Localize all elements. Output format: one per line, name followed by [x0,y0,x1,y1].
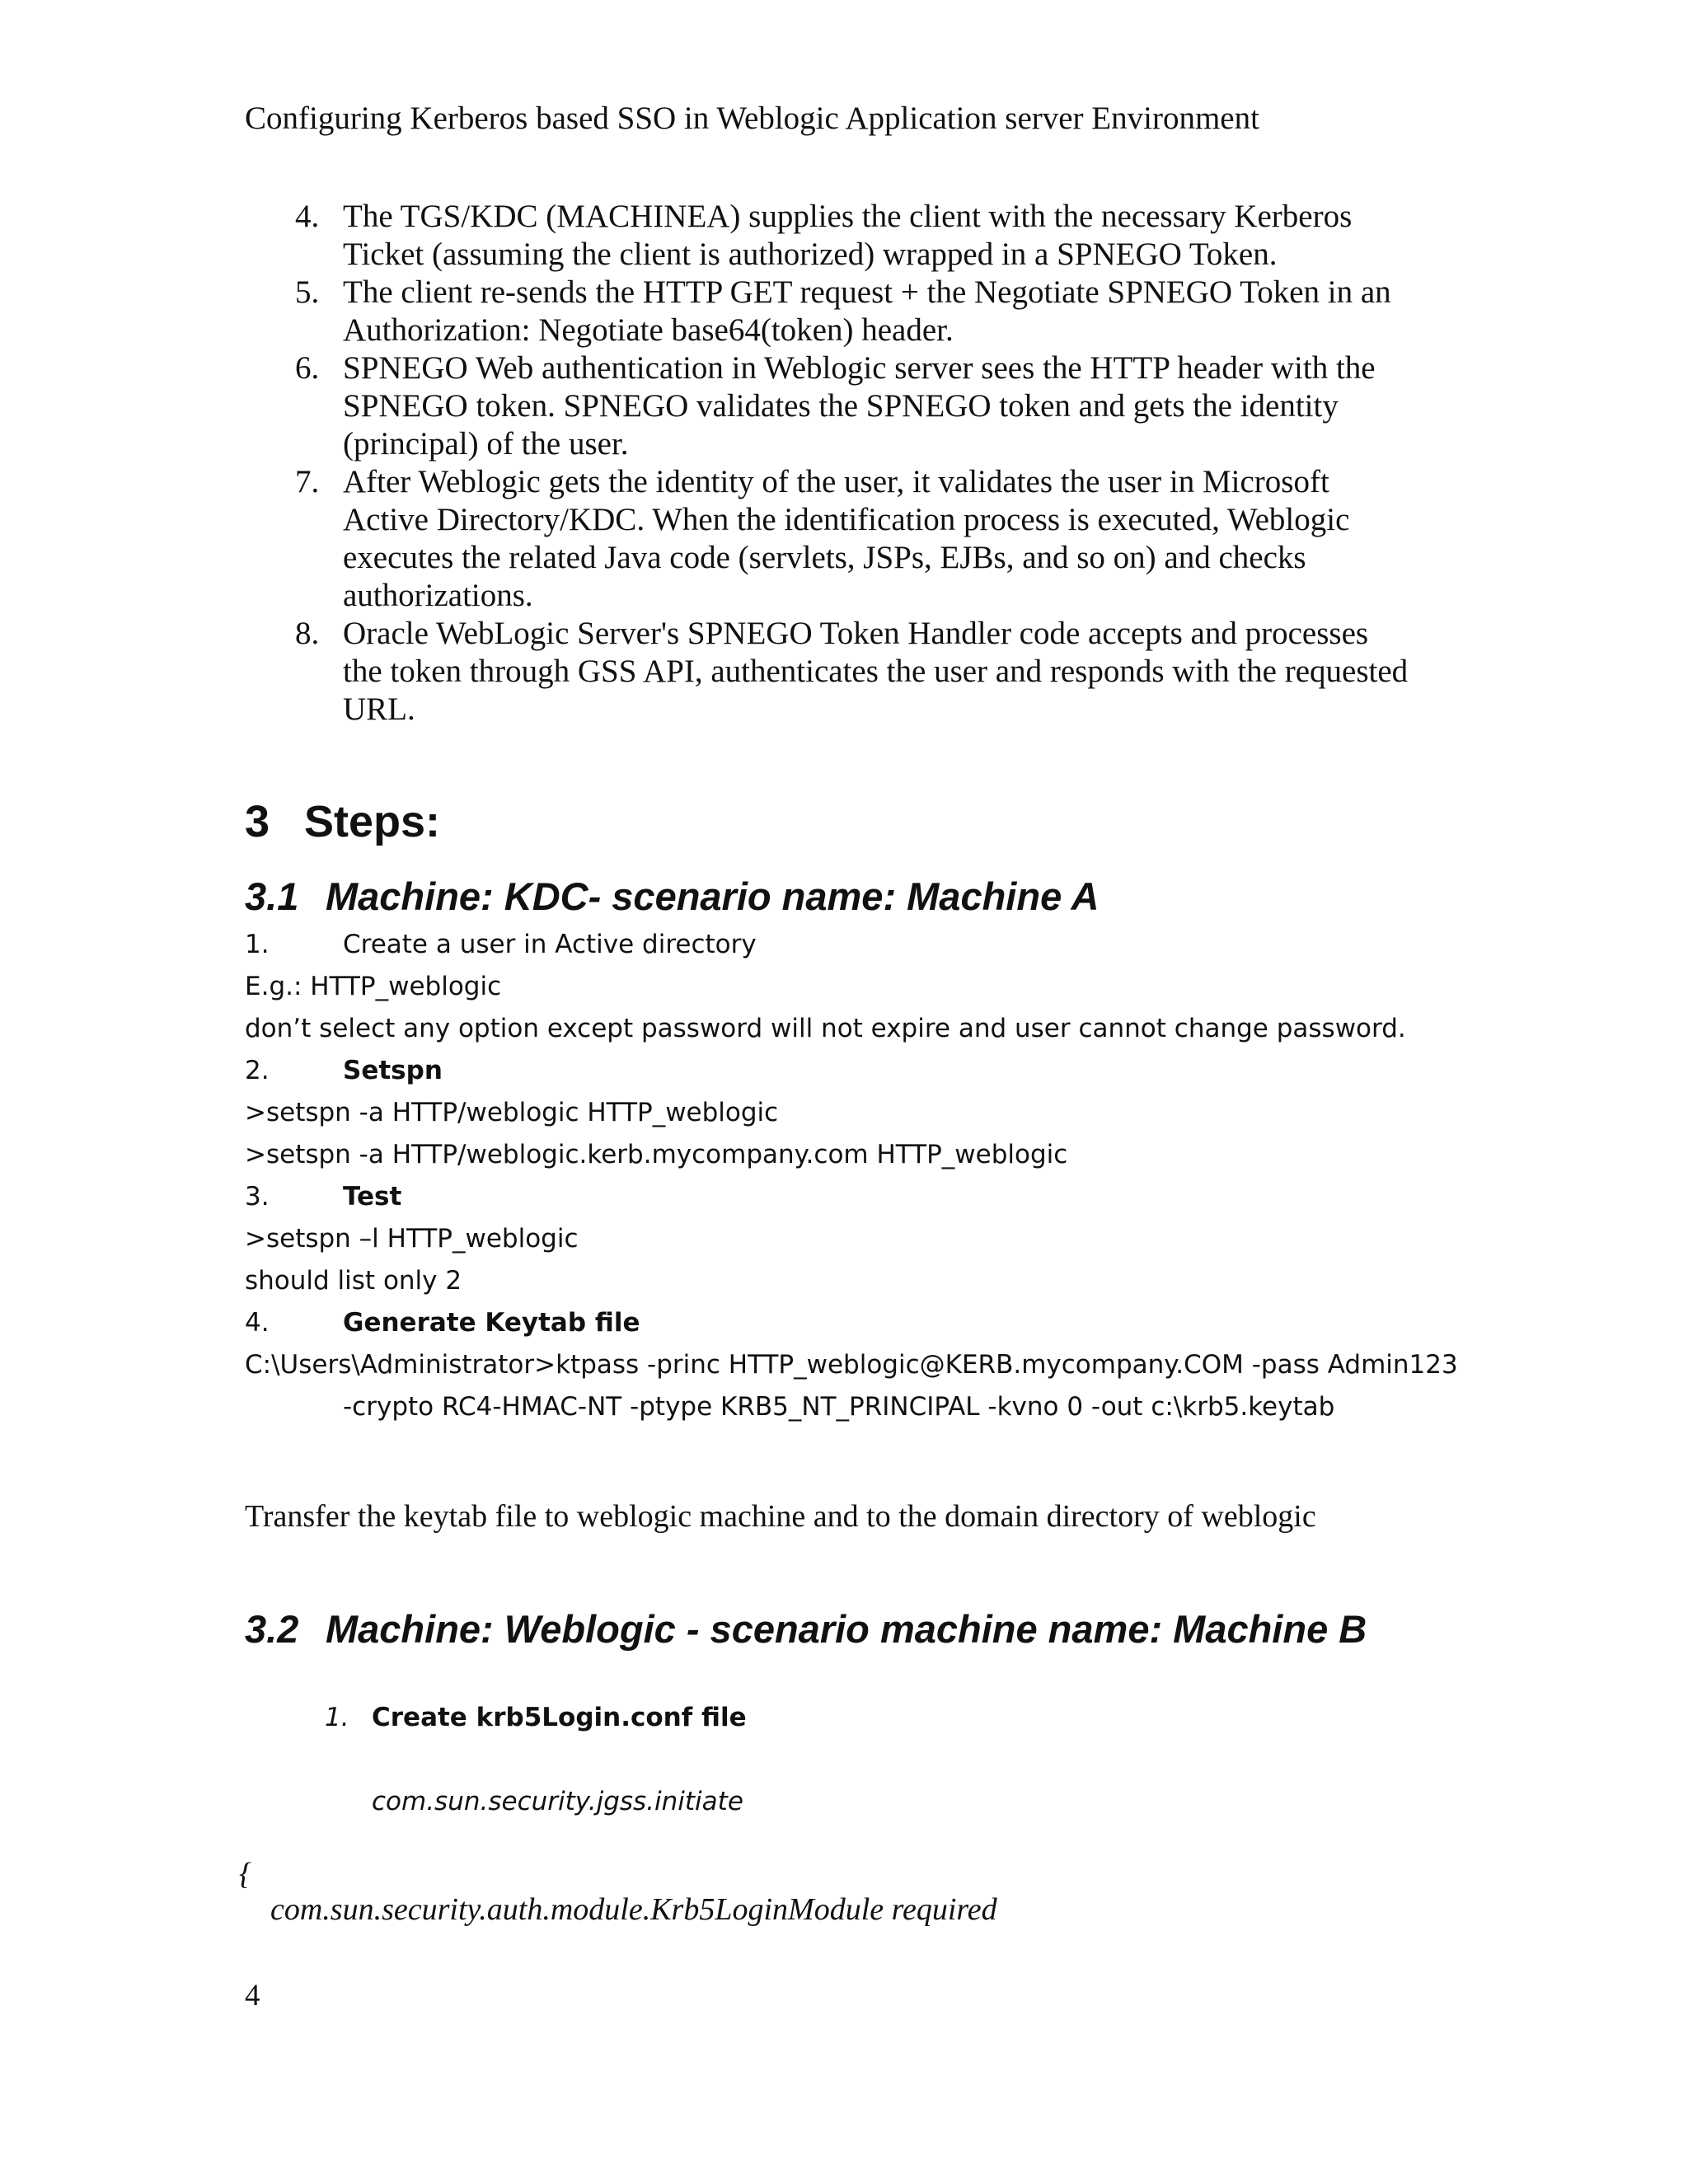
subsection-number: 3.1 [245,874,299,918]
section-title: Steps: [304,797,441,846]
step-1-label: Create a user in Active directory [343,930,757,959]
login-module-line: com.sun.security.auth.module.Krb5LoginModule required [270,1892,997,1927]
flow-step-text [343,274,1447,349]
subsection-number: 3.2 [245,1607,299,1651]
subsection-heading-machine-a [245,874,1099,920]
page-header: Configuring Kerberos based SSO in Weblogic Application server Environment [245,101,1259,136]
transfer-instruction: Transfer the keytab file to weblogic machine and to the domain directory of weblogic [245,1499,1316,1534]
flow-step-line: SPNEGO Web authentication in Weblogic server sees the HTTP header with the [343,350,1376,386]
step-3-label: Test [343,1182,402,1212]
flow-step-line: Oracle WebLogic Server's SPNEGO Token Handler code accepts and processes [343,616,1369,651]
section-number: 3 [245,797,270,846]
flow-step-line: authorizations. [343,578,533,613]
flow-step-text [343,463,1447,615]
flow-step-item [0,615,1688,729]
ktpass-command-line-1: C:\Users\Administrator>ktpass -princ HTTP_weblogic@KERB.mycompany.COM -pass Admin123 [245,1350,1458,1380]
flow-step-line: Active Directory/KDC. When the identification process is executed, Weblogic [343,502,1350,537]
flow-step-item [0,198,1688,274]
flow-step-number: 6. [295,350,320,386]
setspn-list-command: >setspn –l HTTP_weblogic [245,1224,579,1254]
flow-step-line: After Weblogic gets the identity of the user, it validates the user in Microsoft [343,464,1329,499]
conf-entry-name: com.sun.security.jgss.initiate [372,1787,743,1816]
flow-step-number: 7. [295,464,320,499]
flow-step-number: 5. [295,274,320,310]
flow-step-line: SPNEGO token. SPNEGO validates the SPNEGO token and gets the identity [343,388,1339,424]
machine-b-step-1-number: 1. [325,1703,349,1732]
should-list-text: should list only 2 [245,1266,462,1296]
subsection-title: Machine: Weblogic - scenario machine name: Machine B [326,1607,1367,1651]
flow-step-number: 4. [295,199,320,234]
flow-step-item [0,349,1688,463]
opening-brace: { [239,1857,252,1891]
step-4-label: Generate Keytab file [343,1308,640,1338]
step-1-number: 1. [245,930,270,959]
flow-step-line: URL. [343,691,415,727]
flow-step-item [0,274,1688,349]
flow-step-line: The client re-sends the HTTP GET request + the Negotiate SPNEGO Token in an [343,274,1391,310]
flow-step-line: Authorization: Negotiate base64(token) header. [343,312,954,348]
flow-step-text [343,615,1447,729]
setspn-command-1: >setspn -a HTTP/weblogic HTTP_weblogic [245,1098,779,1127]
flow-step-number: 8. [295,616,320,651]
subsection-title: Machine: KDC- scenario name: Machine A [326,874,1100,918]
flow-step-item [0,463,1688,615]
flow-step-line: (principal) of the user. [343,426,629,462]
step-2-number: 2. [245,1056,270,1085]
flow-step-line: The TGS/KDC (MACHINEA) supplies the client with the necessary Kerberos [343,199,1353,234]
step-4-number: 4. [245,1308,270,1338]
step-3-number: 3. [245,1182,270,1212]
page-number: 4 [245,1979,260,2013]
section-heading-steps [245,795,440,848]
subsection-heading-machine-b [245,1606,1367,1652]
note-text: don’t select any option except password will not expire and user cannot change password. [245,1014,1406,1043]
flow-step-text [343,349,1447,463]
flow-step-line: executes the related Java code (servlets, JSPs, EJBs, and so on) and checks [343,540,1306,575]
flow-step-line: the token through GSS API, authenticates the user and responds with the requested [343,654,1409,689]
setspn-command-2: >setspn -a HTTP/weblogic.kerb.mycompany.com HTTP_weblogic [245,1140,1068,1169]
flow-step-text [343,198,1447,274]
example-text: E.g.: HTTP_weblogic [245,972,502,1001]
ktpass-command-line-2: -crypto RC4-HMAC-NT -ptype KRB5_NT_PRINCIPAL -kvno 0 -out c:\krb5.keytab [343,1392,1335,1422]
flow-step-line: Ticket (assuming the client is authorized) wrapped in a SPNEGO Token. [343,237,1278,272]
step-2-label: Setspn [343,1056,443,1085]
machine-b-step-1-label: Create krb5Login.conf file [372,1703,747,1732]
